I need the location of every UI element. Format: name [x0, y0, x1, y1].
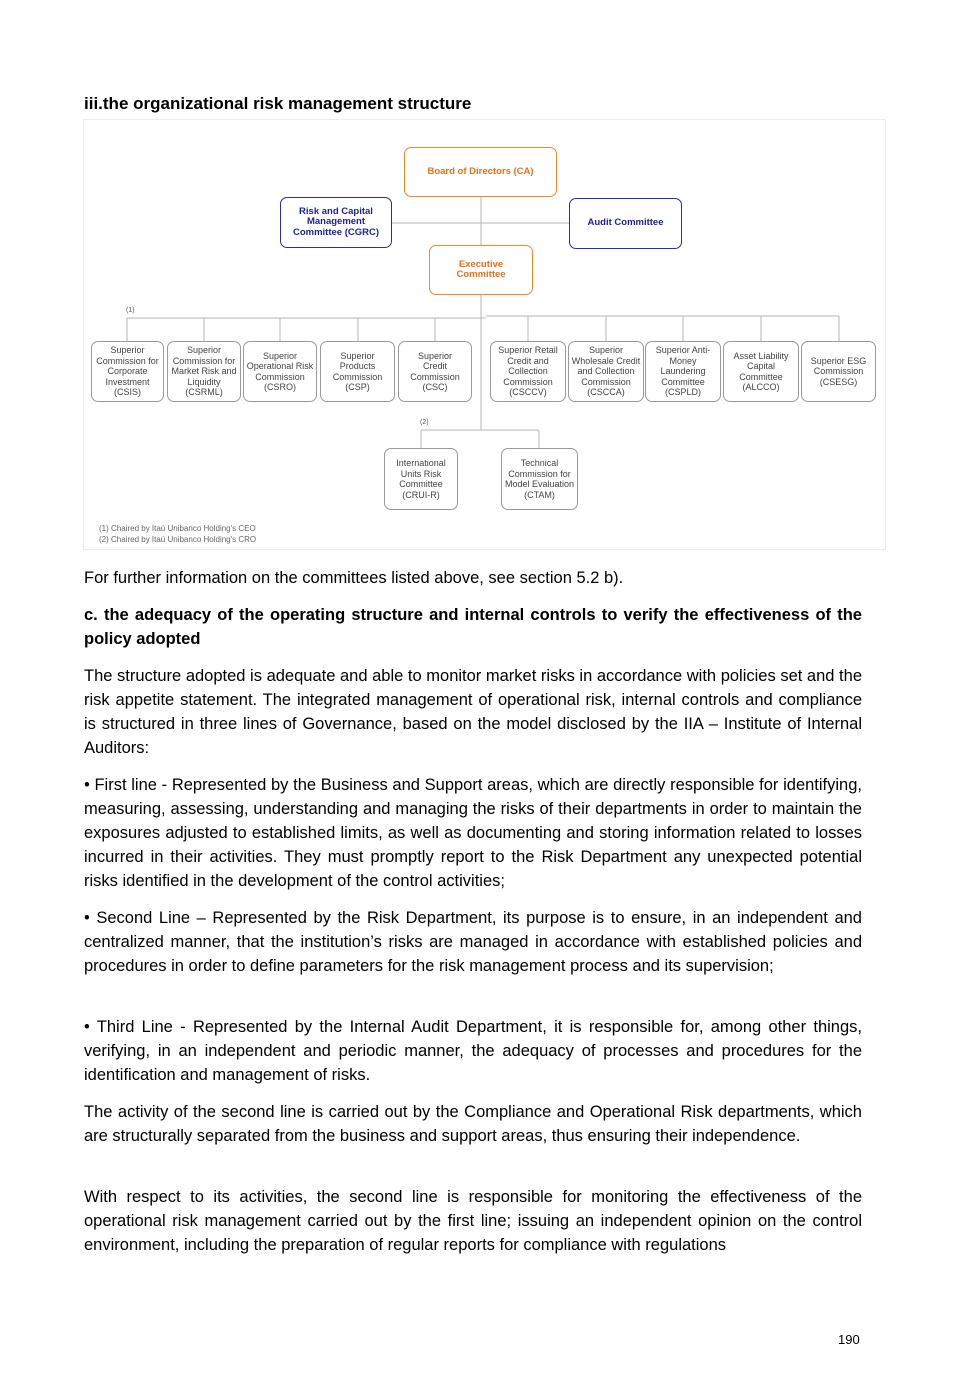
page-number: 190 [838, 1332, 860, 1347]
risk-capital-committee-box: Risk and Capital Management Committee (CGRC) [280, 197, 392, 248]
paragraph-third-line: • Third Line - Represented by the Internal Audit Department, it is responsible for, among other things, verifying, in an independent and periodic manner, the adequacy of processes and procedures for the identification and management of risks. [84, 1018, 862, 1084]
audit-committee-box: Audit Committee [569, 198, 682, 249]
commission-box-csesg: Superior ESG Commission (CSESG) [801, 341, 876, 402]
commission-box-cscca: Superior Wholesale Credit and Collection Commission (CSCCA) [568, 341, 644, 402]
commission-box-csro: Superior Operational Risk Commission (CSRO) [243, 341, 317, 402]
paragraph-structure: The structure adopted is adequate and able to monitor market risks in accordance with policies set and the risk appetite statement. The integrated management of operational risk, internal controls and compliance is structured in three lines of Governance, based on the model disclosed by the IIA – Institute of Internal Auditors: [84, 667, 862, 757]
further-info-paragraph: For further information on the committees listed above, see section 5.2 b). [84, 569, 624, 587]
commission-box-cspld: Superior Anti-Money Laundering Committee (CSPLD) [645, 341, 721, 402]
note-marker-2: (2) [420, 419, 429, 426]
commission-box-csccv: Superior Retail Credit and Collection Commission (CSCCV) [490, 341, 566, 402]
sub-committee-box-crui-r: International Units Risk Committee (CRUI-R) [384, 448, 458, 510]
executive-committee-box: Executive Committee [429, 245, 533, 295]
section-c-heading: c. the adequacy of the operating structure and internal controls to verify the effectiveness of the policy adopted [84, 606, 862, 648]
commission-box-csis: Superior Commission for Corporate Investment (CSIS) [91, 341, 164, 402]
paragraph-first-line: • First line - Represented by the Business and Support areas, which are directly responsible for identifying, measuring, assessing, understanding and managing the risks of their departments in order to maintain the exposures adjusted to established limits, as well as documenting and storing information related to losses incurred in their activities. They must promptly report to the Risk Department any unexpected potential risks identified in the development of the control activities; [84, 776, 862, 890]
org-chart [83, 119, 886, 550]
commission-box-csrml: Superior Commission for Market Risk and Liquidity (CSRML) [167, 341, 241, 402]
paragraph-second-line-responsibilities: With respect to its activities, the second line is responsible for monitoring the effectiveness of the operational risk management carried out by the first line; issuing an independent opinion on the control environment, including the preparation of regular reports for compliance with regulations [84, 1188, 862, 1254]
paragraph-second-line: • Second Line – Represented by the Risk Department, its purpose is to ensure, in an independent and centralized manner, that the institution’s risks are managed in accordance with established policies and procedures in order to define parameters for the risk management process and its supervision; [84, 909, 862, 975]
note-marker-1: (1) [126, 307, 135, 314]
commission-box-alcco: Asset Liability Capital Committee (ALCCO) [723, 341, 799, 402]
board-of-directors-box: Board of Directors (CA) [404, 147, 557, 197]
paragraph-second-line-activity: The activity of the second line is carried out by the Compliance and Operational Risk departments, which are structurally separated from the business and support areas, thus ensuring their independence. [84, 1103, 862, 1145]
commission-box-csp: Superior Products Commission (CSP) [320, 341, 395, 402]
commission-box-csc: Superior Credit Commission (CSC) [398, 341, 472, 402]
sub-committee-box-ctam: Technical Commission for Model Evaluation (CTAM) [501, 448, 578, 510]
chart-footnote-2: (2) Chaired by Itaú Unibanco Holding's CRO [99, 535, 257, 544]
chart-footnote-1: (1) Chaired by Itaú Unibanco Holding's CEO [99, 524, 256, 533]
section-title: iii.the organizational risk management structure [84, 94, 472, 113]
